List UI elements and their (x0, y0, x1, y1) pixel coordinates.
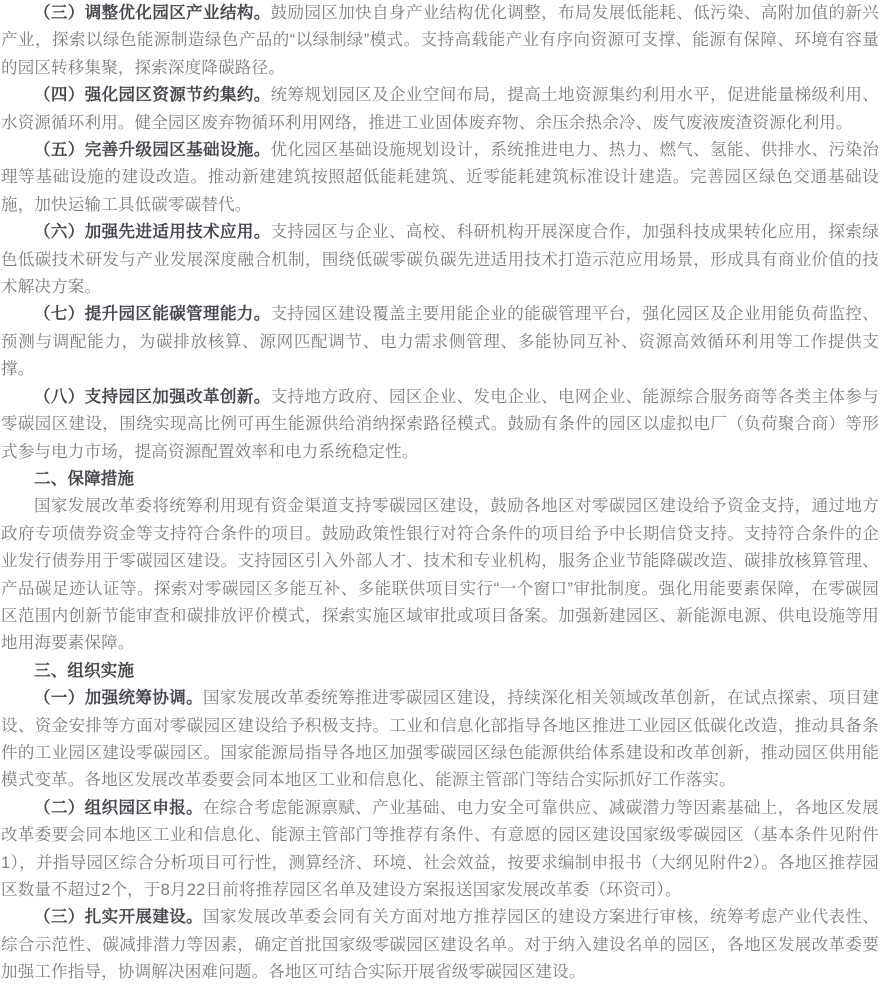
para-upgrade-infrastructure-body: 优化园区基础设施规划设计，系统推进电力、热力、燃气、氢能、供排水、污染治理等基础设施的建设改造。推动新建建筑按照超低能耗建筑、近零能耗建筑标准设计建造。完善园区绿色交通基础设施，加快运输工具低碳零碳替代。 (1, 141, 879, 214)
section-heading-safeguard-measures (1, 466, 879, 493)
para-solid-construction (1, 904, 879, 986)
para-adjust-industry-structure (1, 0, 879, 82)
para-advanced-technology-lead: （六）加强先进适用技术应用。 (34, 223, 271, 242)
para-energy-carbon-management-lead: （七）提升园区能碳管理能力。 (34, 305, 271, 324)
para-park-application-lead: （二）组织园区申报。 (34, 798, 204, 817)
para-overall-coordination-lead: （一）加强统筹协调。 (34, 689, 204, 708)
para-park-application (1, 795, 879, 905)
para-reform-innovation-body: 支持地方政府、园区企业、发电企业、电网企业、能源综合服务商等各类主体参与零碳园区建设，围绕实现高比例可再生能源供给消纳探索路径模式。鼓励有条件的园区以虚拟电厂（负荷聚合商）等形式参与电力市场，提高资源配置效率和电力系统稳定性。 (1, 387, 879, 461)
para-reform-innovation (1, 384, 879, 466)
para-energy-carbon-management (1, 301, 879, 383)
para-safeguard-measures-text: 国家发展改革委将统筹利用现有资金渠道支持零碳园区建设，鼓励各地区对零碳园区建设给予资金支持，通过地方政府专项债券资金等支持符合条件的项目。鼓励政策性银行对符合条件的项目给予中长期信贷支持。支持符合条件的企业发行债券用于零碳园区建设。支持园区引入外部人才、技术和专业机构，服务企业节能降碳改造、碳排放核算管理、产品碳足迹认证等。探索对零碳园区多能互补、多能联供项目实行“一个窗口”审批制度。强化用能要素保障，在零碳园区范围内创新节能审查和碳排放评价模式，探索实施区域审批或项目备案。加强新建园区、新能源电源、供电设施等用地用海要素保障。 (1, 497, 879, 653)
para-overall-coordination-body: 国家发展改革委统筹推进零碳园区建设，持续深化相关领域改革创新，在试点探索、项目建设、资金安排等方面对零碳园区建设给予积极支持。工业和信息化部指导各地区推进工业园区低碳化改造，推动具备条件的工业园区建设零碳园区。国家能源局指导各地区加强零碳园区绿色能源供给体系建设和改革创新，推动园区供用能模式变革。各地区发展改革委要会同本地区工业和信息化、能源主管部门等结合实际抓好工作落实。 (1, 689, 880, 790)
para-resource-conservation (1, 82, 879, 137)
para-safeguard-measures-body (1, 493, 879, 657)
para-park-application-body: 在综合考虑能源禀赋、产业基础、电力安全可靠供应、减碳潜力等因素基础上，各地区发展改革委要会同本地区工业和信息化、能源主管部门等推荐有条件、有意愿的园区建设国家级零碳园区（基本条件见附件1），并指导园区综合分析项目可行性，测算经济、环境、社会效益，按要求编制申报书（大纲见附件2）。各地区推荐园区数量不超过2个，于8月22日前将推荐园区名单及建设方案报送国家发展改革委（环资司）。 (1, 798, 880, 899)
para-adjust-industry-structure-body: 鼓励园区加快自身产业结构优化调整，布局发展低能耗、低污染、高附加值的新兴产业，探索以绿色能源制造绿色产品的“以绿制绿”模式。支持高载能产业有序向资源可支撑、能源有保障、环境有容量的园区转移集聚，探索深度降碳路径。 (1, 4, 879, 77)
para-upgrade-infrastructure-lead: （五）完善升级园区基础设施。 (34, 141, 271, 160)
para-overall-coordination (1, 685, 879, 795)
para-adjust-industry-structure-lead: （三）调整优化园区产业结构。 (34, 4, 271, 22)
para-solid-construction-lead: （三）扎实开展建设。 (34, 908, 204, 927)
para-resource-conservation-lead: （四）强化园区资源节约集约。 (34, 86, 271, 105)
section-heading-organization-implementation (1, 658, 879, 685)
para-energy-carbon-management-body: 支持园区建设覆盖主要用能企业的能碳管理平台，强化园区及企业用能负荷监控、预测与调配能力，为碳排放核算、源网匹配调节、电力需求侧管理、多能协同互补、资源高效循环利用等工作提供支撑。 (1, 305, 879, 379)
para-resource-conservation-body: 统筹规划园区及企业空间布局，提高土地资源集约利用水平，促进能量梯级利用、水资源循环利用。健全园区废弃物循环利用网络，推进工业固体废弃物、余压余热余冷、废气废液废渣资源化利用。 (1, 86, 879, 132)
para-upgrade-infrastructure (1, 137, 879, 219)
section-heading-organization-implementation-lead: 三、组织实施 (34, 661, 135, 680)
para-advanced-technology-body: 支持园区与企业、高校、科研机构开展深度合作，加强科技成果转化应用，探索绿色低碳技术研发与产业发展深度融合机制，围绕低碳零碳负碳先进适用技术打造示范应用场景，形成具有商业价值的技术解决方案。 (1, 223, 879, 297)
para-solid-construction-body: 国家发展改革委会同有关方面对地方推荐园区的建设方案进行审核，统筹考虑产业代表性、综合示范性、碳减排潜力等因素，确定首批国家级零碳园区建设名单。对于纳入建设名单的园区，各地区发展改革委要加强工作指导，协调解决困难问题。各地区可结合实际开展省级零碳园区建设。 (1, 908, 880, 982)
para-reform-innovation-lead: （八）支持园区加强改革创新。 (34, 387, 271, 406)
section-heading-safeguard-measures-lead: 二、保障措施 (34, 469, 135, 488)
para-advanced-technology (1, 219, 879, 301)
